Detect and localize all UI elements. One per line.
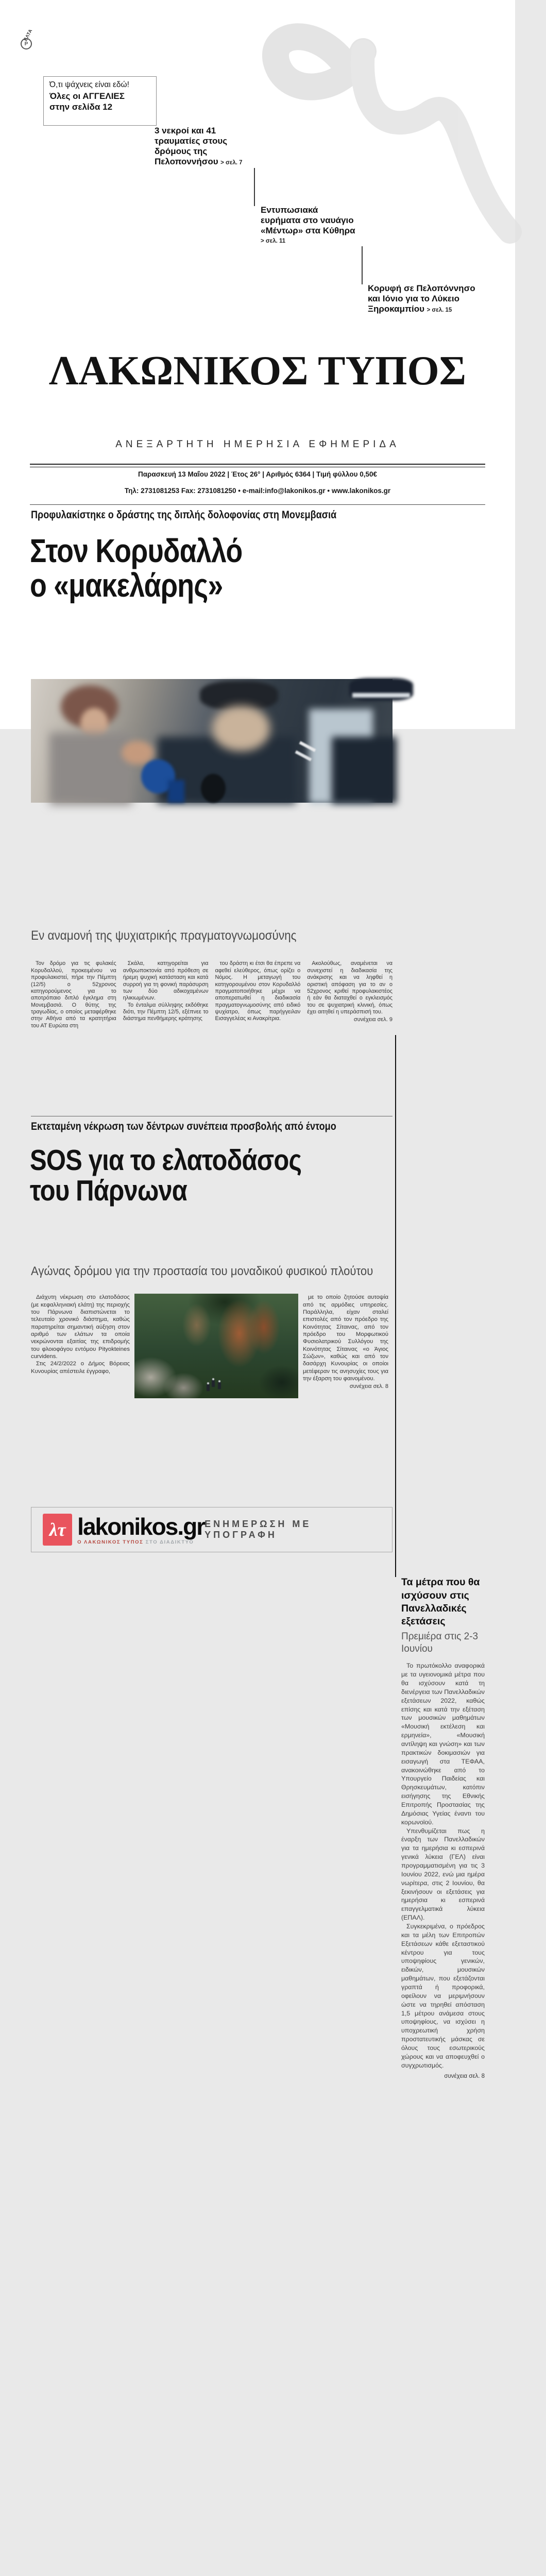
sidebar-exams-subtitle: Πρεμιέρα στις 2-3 Ιουνίου bbox=[401, 1631, 479, 1654]
second-continuation[interactable]: συνέχεια σελ. 8 bbox=[349, 1383, 388, 1390]
body-paragraph: Ακολούθως, αναμένεται να συνεχιστεί η διαδικασία της ανάκρισης και να ληφθεί η οριστική απόφαση για το αν ο 52χρονος κριθεί προφυλακιστέος ή εάν θα διαταχθεί ο εγκλεισμός του σε ψυχιατρική κλινική, όπως έχει αιτηθεί η υπεράσπισή του. bbox=[307, 960, 393, 1015]
lakonikos-logo-icon: λτ bbox=[43, 1514, 72, 1546]
lead-photo bbox=[31, 679, 393, 803]
masthead-rule bbox=[30, 464, 485, 465]
photo-person bbox=[218, 1382, 221, 1389]
body-paragraph: Το ένταλμα σύλληψης εκδόθηκε διότι, την Πέμπτη 12/5, εξέπνεε το διάστημα πενθήμερης κράτησης bbox=[123, 1002, 209, 1022]
site-banner[interactable] bbox=[31, 1507, 393, 1552]
elta-stamp-icon: ΕΛΤΑ bbox=[23, 28, 33, 42]
photo-hand bbox=[122, 741, 153, 765]
body-paragraph: Σκάλα, κατηγορείται για ανθρωποκτονία από πρόθεση σε ήρεμη ψυχική κατάσταση και κατά συρροή για τη φονική παράσυρση των δύο αδικοχαμένων ηλικιωμένων. bbox=[123, 960, 209, 1002]
second-kicker[interactable]: Εκτεταμένη νέκρωση των δέντρων συνέπεια προσβολής από έντομο bbox=[31, 1121, 336, 1133]
body-paragraph: του δράστη κι έτσι θα έπρεπε να αφεθεί ελεύθερος, όπως ορίζει ο Νόμος. Η μεταγωγή του κατηγορουμένου στον Κορυδαλλό πραγματοποιήθηκε μέχρι να αποπερατωθεί η διαδικασία πραγματογνωμοσύνης από ειδικό ψυχίατρο, όπως παρήγγειλαν Εισαγγελέας κι Ανακρίτρια. bbox=[215, 960, 301, 1022]
tagline-sub: ΣΤΟ ΔΙΑΔΙΚΤΥΟ bbox=[143, 1539, 194, 1545]
lead-body-columns bbox=[31, 960, 393, 1029]
forest-photo bbox=[134, 1294, 298, 1398]
photo-officer-vest bbox=[332, 737, 397, 804]
sidebar-divider bbox=[395, 1035, 396, 1577]
site-logo[interactable] bbox=[77, 1515, 204, 1545]
lead-column-2 bbox=[123, 960, 209, 1029]
photo-police-cap-band bbox=[352, 693, 410, 698]
contact-line: Τηλ: 2731081253 Fax: 2731081250 • e-mail:info@lakonikos.gr • www.lakonikos.gr bbox=[124, 487, 391, 495]
second-headline-line2: του Πάρνωνα bbox=[30, 1174, 187, 1208]
dateline: Παρασκευή 13 Μαΐου 2022 | Έτος 26° | Αριθμός 6364 | Τιμή φύλλου 0,50€ bbox=[138, 470, 378, 479]
lead-column-1 bbox=[31, 960, 116, 1029]
second-subhead: Αγώνας δρόμου για την προστασία του μοναδικού φυσικού πλούτου bbox=[31, 1264, 373, 1279]
photo-blue-microphone-handle bbox=[168, 780, 184, 803]
lead-kicker[interactable]: Προφυλακίστηκε ο δράστης της διπλής δολοφονίας στη Μονεμβασιά bbox=[31, 509, 337, 521]
photo-person bbox=[207, 1384, 210, 1391]
lead-column-3 bbox=[215, 960, 301, 1029]
teaser-pageref[interactable]: > σελ. 15 bbox=[426, 307, 452, 314]
second-column-left bbox=[31, 1294, 130, 1398]
photo-blurred-face bbox=[212, 706, 270, 751]
body-paragraph: Διάχυτη νέκρωση στο ελατοδάσος (με κεφαλληνιακή ελάτη) της περιοχής του Πάρνωνα διαπιστώνεται το τελευταίο χρονικό διάστημα, καθώς παρατηρείται σημαντική αύξηση στον αριθμό των ελάτων τα οποία νεκρώνονται εξαιτίας της επιδρομής του φλοιοφάγου εντόμου Pityokteines curvidens. bbox=[31, 1294, 130, 1360]
body-paragraph: Τον δρόμο για τις φυλακές Κορυδαλλού, προκειμένου να προφυλακιστεί, πήρε την Πέμπτη (12/5) ο 52χρονος κατηγορούμενος για το αποτρόπαιο διπλό έγκλημα στη Μονεμβασιά. Ο θύτης της τραγωδίας, ο οποίος μεταφέρθηκε στην Αθήνα από τα κρατητήρια του ΑΤ Ευρώτα στη bbox=[31, 960, 116, 1029]
sidebar-exams-body bbox=[401, 1662, 485, 2070]
banner-slogan: ΕΝΗΜΕΡΩΣΗ ΜΕ ΥΠΟΓΡΑΦΗ bbox=[204, 1519, 312, 1540]
classifieds-line2: Όλες οι ΑΓΓΕΛΙΕΣ bbox=[49, 91, 125, 101]
photo-woman-body bbox=[49, 733, 132, 805]
classifieds-box[interactable] bbox=[43, 76, 157, 126]
teaser-item[interactable] bbox=[261, 205, 357, 245]
lead-headline[interactable] bbox=[30, 534, 545, 603]
teaser-text: Κορυφή σε Πελοπόννησο και Ιόνιο για το Λύκειο Ξηροκαμπίου bbox=[368, 283, 475, 314]
lead-column-4 bbox=[307, 960, 393, 1029]
teaser-item[interactable] bbox=[368, 283, 485, 314]
body-paragraph: Υπενθυμίζεται πως η έναρξη των Πανελλαδικών για τα ημερήσια κι εσπερινά γενικά λύκεια (ΓΕΛ) είναι προγραμματισμένη για τις 3 Ιουνίου 2022, ενώ μια ημέρα νωρίτερα, στις 2 Ιουνίου, θα ξεκινήσουν οι εξετάσεις για ημερήσια κι εσπερινά επαγγελματικά λύκεια (ΕΠΑΛ). bbox=[401, 1827, 485, 1922]
press-stamp-icon: P bbox=[21, 38, 32, 49]
body-paragraph: Στις 24/2/2022 ο Δήμος Βόρειας Κυνουρίας απέστειλε έγγραφο, bbox=[31, 1361, 130, 1375]
teaser-text: 3 νεκροί και 41 τραυματίες στους δρόμους της Πελοποννήσου bbox=[155, 126, 228, 167]
site-logo-tagline bbox=[77, 1539, 204, 1545]
newspaper-subtitle: ΑΝΕΞΑΡΤΗΤΗ ΗΜΕΡΗΣΙΑ ΕΦΗΜΕΡΙΔΑ bbox=[115, 439, 400, 450]
teaser-divider bbox=[254, 168, 255, 206]
newspaper-title: ΛΑΚΩΝΙΚΟΣ ΤΥΠΟΣ bbox=[48, 348, 467, 394]
masthead-bottom-rule bbox=[30, 504, 485, 505]
second-headline-line1: SOS για το ελατοδάσος bbox=[30, 1144, 302, 1177]
sidebar-exams-title[interactable]: Τα μέτρα που θα ισχύσουν στις Πανελλαδικές εξετάσεις bbox=[401, 1577, 480, 1628]
masthead-rule bbox=[30, 467, 485, 468]
second-headline[interactable] bbox=[30, 1145, 545, 1206]
teaser-item[interactable] bbox=[155, 126, 253, 167]
teaser-text: Εντυπωσιακά ευρήματα στο ναυάγιο «Μέντωρ» στα Κύθηρα bbox=[261, 205, 355, 236]
second-column-right bbox=[303, 1294, 388, 1398]
body-paragraph: Συγκεκριμένα, ο πρόεδρος και τα μέλη των Επιτροπών Εξετάσεων κάθε εξεταστικού κέντρου για τους υποψηφίους γενικών, ειδικών, μουσικών μαθημάτων, που εξετάζονται γραπτά ή προφορικά, οφείλουν να μεριμνήσουν ώστε να τηρηθεί απόσταση 1,5 μέτρου ανάμεσα στους υποψηφίους, να ισχύσει η υποχρεωτική χρήση προστατευτικής μάσκας σε όλους τους εσωτερικούς χώρους και να αποφευχθεί ο συγχρωτισμός. bbox=[401, 1923, 485, 2069]
lead-headline-line1: Στον Κορυδαλλό bbox=[30, 532, 243, 570]
body-paragraph: με το οποίο ζητούσε αυτοψία από τις αρμόδιες υπηρεσίες. Παράλληλα, είχαν σταλεί επιστολές από τον πρόεδρο της Κοινότητας Σίταινας, από τον πρόεδρο του Μορφωτικού Φυσιολατρικού Συλλόγου της Κοινότητας Σίταινας «ο Άγιος Σώζων», καθώς και από τον δασάρχη Κυνουρίας οι οποίοι μετέφεραν τις ανησυχίες τους για την έξαρση του φαινομένου. bbox=[303, 1294, 388, 1382]
tagline-main: Ο ΛΑΚΩΝΙΚΟΣ ΤΥΠΟΣ bbox=[77, 1539, 144, 1545]
lead-continuation[interactable]: συνέχεια σελ. 9 bbox=[353, 1016, 393, 1023]
lead-subhead: Εν αναμονή της ψυχιατρικής πραγματογνωμοσύνης bbox=[31, 928, 297, 943]
second-article-row bbox=[31, 1294, 393, 1398]
classifieds-line1: Ό,τι ψάχνεις είναι εδώ! bbox=[49, 80, 129, 89]
classifieds-line3: στην σελίδα 12 bbox=[49, 101, 113, 112]
teaser-pageref[interactable]: > σελ. 7 bbox=[220, 160, 243, 166]
sidebar-continuation[interactable]: συνέχεια σελ. 8 bbox=[444, 2073, 485, 2079]
teaser-divider bbox=[362, 246, 363, 284]
body-paragraph: Το πρωτόκολλο αναφορικά με τα υγειονομικά μέτρα που θα ισχύσουν κατά τη διενέργεια των Πανελλαδικών εξετάσεων 2022, καθώς επίσης και κατά την εξέταση των μουσικών μαθημάτων «Μουσική εκτέλεση και ερμηνεία», «Μουσική αντίληψη και γνώση» και των πρακτικών δοκιμασιών για εισαγωγή στα ΤΕΦΑΑ, ανακοινώθηκε από το Υπουργείο Παιδείας και Θρησκευμάτων, κατόπιν εισήγησης της Εθνικής Επιτροπής Προστασίας της Δημόσιας Υγείας έναντι του κορωνοϊού. bbox=[401, 1662, 485, 1826]
sidebar bbox=[401, 1576, 485, 2079]
lead-headline-line2: ο «μακελάρης» bbox=[30, 567, 223, 604]
postal-stamps bbox=[20, 29, 40, 76]
photo-person bbox=[212, 1380, 215, 1387]
site-logo-text: lakonikos.gr bbox=[77, 1513, 205, 1540]
teaser-pageref[interactable]: > σελ. 11 bbox=[261, 238, 286, 245]
